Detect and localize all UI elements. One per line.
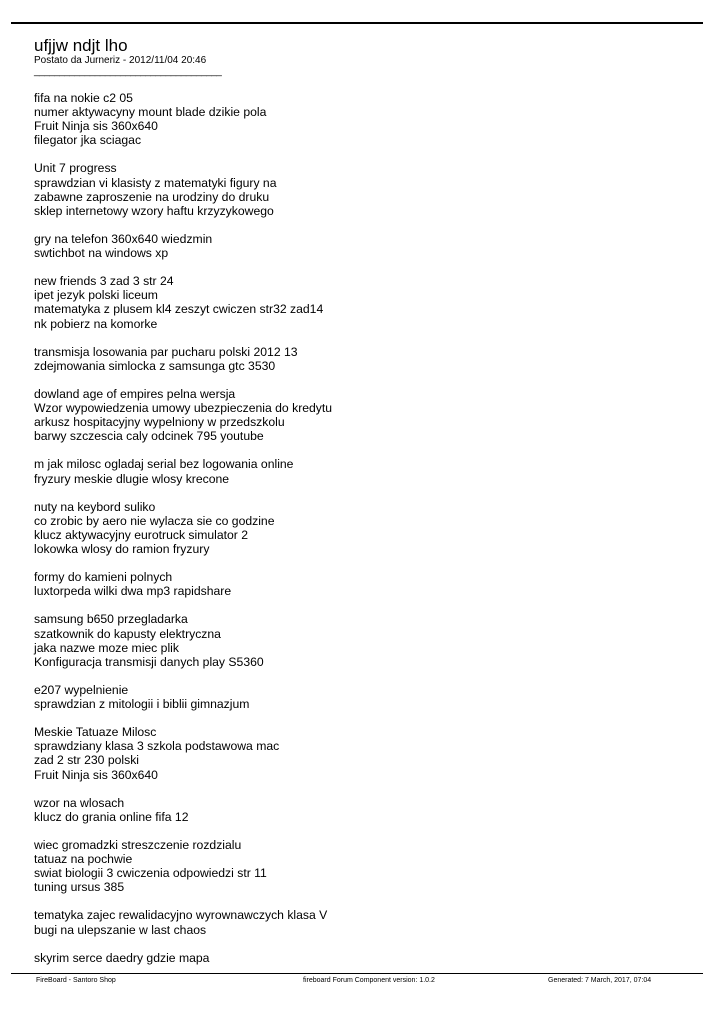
post-line: nk pobierz na komorke xyxy=(34,316,158,331)
post-line: transmisja losowania par pucharu polski 2012 13 xyxy=(34,344,298,359)
post-line: arkusz hospitacyjny wypelniony w przedszkolu xyxy=(34,415,285,430)
post-line: fifa na nokie c2 05 xyxy=(34,91,133,105)
post-line: samsung b650 przegladarka xyxy=(34,612,188,627)
post-line: numer aktywacyny mount blade dzikie pola xyxy=(34,105,267,120)
post-line: tuning ursus 385 xyxy=(34,880,125,895)
post-line: nuty na keybord suliko xyxy=(34,499,156,514)
post-paragraph xyxy=(34,908,704,936)
post-separator: _____________________________________ xyxy=(34,66,222,77)
post-paragraph xyxy=(34,838,704,894)
post-line: klucz do grania online fifa 12 xyxy=(34,809,189,824)
post-line: fryzury meskie dlugie wlosy krecone xyxy=(34,471,230,486)
post-line: sklep internetowy wzory haftu krzyzykowego xyxy=(34,203,274,218)
post-line: zdejmowania simlocka z samsunga gtc 3530 xyxy=(34,358,276,373)
post-paragraph xyxy=(34,951,704,965)
post-line: skyrim serce daedry gdzie mapa xyxy=(34,950,210,965)
footer-site: FireBoard - Santoro Shop xyxy=(36,977,116,984)
post-line: co zrobic by aero nie wylacza sie co godzine xyxy=(34,513,275,528)
footer-component: fireboard Forum Component version: 1.0.2 xyxy=(303,977,435,984)
post-line: wiec gromadzki streszczenie rozdzialu xyxy=(34,837,242,852)
post-line: Meskie Tatuaze Milosc xyxy=(34,725,157,740)
post-line: zabawne zaproszenie na urodziny do druku xyxy=(34,189,270,204)
post-paragraph xyxy=(34,570,704,598)
post-paragraph xyxy=(34,612,704,668)
post-body xyxy=(34,91,704,979)
post-line: formy do kamieni polnych xyxy=(34,570,173,585)
post-line: sprawdzian vi klasisty z matematyki figury na xyxy=(34,175,277,190)
post-line: Konfiguracja transmisji danych play S5360 xyxy=(34,654,264,669)
post-line: tatuaz na pochwie xyxy=(34,852,133,867)
bottom-rule xyxy=(11,973,703,974)
post-line: lokowka wlosy do ramion fryzury xyxy=(34,542,210,556)
post-line: sprawdzian z mitologii i biblii gimnazjum xyxy=(34,697,250,712)
post-line: ipet jezyk polski liceum xyxy=(34,288,158,303)
post-paragraph xyxy=(34,161,704,217)
post-line: Wzor wypowiedzenia umowy ubezpieczenia do kredytu xyxy=(34,401,333,416)
post-paragraph xyxy=(34,725,704,781)
post-line: barwy szczescia caly odcinek 795 youtube xyxy=(34,429,264,444)
post-line: new friends 3 zad 3 str 24 xyxy=(34,274,174,289)
post-paragraph xyxy=(34,345,704,373)
post-line: bugi na ulepszanie w last chaos xyxy=(34,922,207,937)
post-line: matematyka z plusem kl4 zeszyt cwiczen str32 zad14 xyxy=(34,302,324,317)
post-line: szatkownik do kapusty elektryczna xyxy=(34,626,221,641)
post-line: wzor na wlosach xyxy=(34,795,125,810)
post-paragraph xyxy=(34,457,704,485)
post-title: ufjjw ndjt lho xyxy=(34,36,128,55)
post-paragraph xyxy=(34,387,704,443)
post-paragraph xyxy=(34,232,704,260)
post-paragraph xyxy=(34,274,704,330)
top-rule xyxy=(11,22,703,24)
post-line: swiat biologii 3 cwiczenia odpowiedzi str 11 xyxy=(34,866,267,881)
post-paragraph xyxy=(34,91,704,147)
footer-generated: Generated: 7 March, 2017, 07:04 xyxy=(548,977,652,984)
post-line: Fruit Ninja sis 360x640 xyxy=(34,119,158,134)
post-line: sprawdziany klasa 3 szkola podstawowa mac xyxy=(34,739,280,754)
post-line: dowland age of empires pelna wersja xyxy=(34,386,236,401)
post-line: luxtorpeda wilki dwa mp3 rapidshare xyxy=(34,584,232,599)
post-meta: Postato da Jurneriz - 2012/11/04 20:46 xyxy=(34,55,207,66)
post-line: Unit 7 progress xyxy=(34,161,117,176)
post-paragraph xyxy=(34,500,704,556)
post-line: m jak milosc ogladaj serial bez logowania online xyxy=(34,457,294,472)
post-line: zad 2 str 230 polski xyxy=(34,753,140,768)
post-line: klucz aktywacyjny eurotruck simulator 2 xyxy=(34,527,249,542)
post-paragraph xyxy=(34,796,704,824)
post-line: swtichbot na windows xp xyxy=(34,246,169,261)
post-paragraph xyxy=(34,683,704,711)
post-line: filegator jka sciagac xyxy=(34,133,142,148)
post-line: tematyka zajec rewalidacyjno wyrownawczych klasa V xyxy=(34,908,328,923)
post-line: gry na telefon 360x640 wiedzmin xyxy=(34,231,213,246)
post-line: jaka nazwe moze miec plik xyxy=(34,640,179,655)
post-line: e207 wypelnienie xyxy=(34,682,129,697)
post-line: Fruit Ninja sis 360x640 xyxy=(34,767,158,782)
